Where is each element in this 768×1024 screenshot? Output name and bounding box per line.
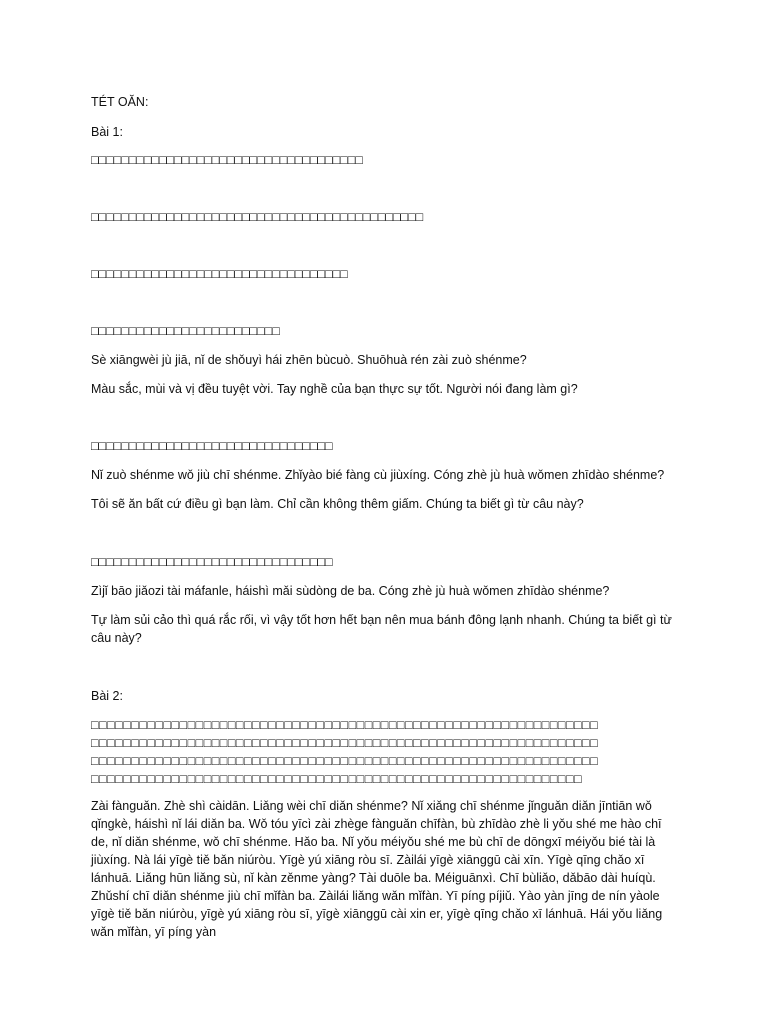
question2-pinyin: Nǐ zuò shénme wǒ jiù chī shénme. Zhǐyào bié fàng cù jiùxíng. Cóng zhè jù huà wǒmen zhīdào shénme? — [91, 468, 665, 482]
lesson1-cjk-line-3: □□□□□□□□□□□□□□□□□□□□□□□□□□□□□□□□□□ — [91, 267, 348, 281]
lesson2-cjk-line: □□□□□□□□□□□□□□□□□□□□□□□□□□□□□□□□□□□□□□□□□□□□□□□□□□□□□□□□□□□□□□□ — [91, 736, 599, 750]
question3-cjk: □□□□□□□□□□□□□□□□□□□□□□□□□□□□□□□□ — [91, 555, 333, 569]
document-heading: TÉT OĂN: — [91, 95, 149, 109]
lesson2-pinyin-paragraph: Zài fànguǎn. Zhè shì càidān. Liǎng wèi chī diǎn shénme? Nǐ xiǎng chī shénme jǐnguǎn diǎn jīntiān wǒ qǐngkè, háishì nǐ lái diǎn ba. Wǒ tóu yīcì zài zhège fànguǎn chīfàn, bù zhīdào zhè li yǒu shé me hào chī de, nǐ diǎn shénme, wǒ chī shénme. Hǎo ba. Nǐ yǒu méiyǒu shé me bù chī de dōngxī méiyǒu bié tài là jiùxíng. Nà lái yīgè tiě bǎn niúròu. Yīgè yú xiāng ròu sī. Zàilái yīgè xiānggū cài xīn. Yīgè qīng chǎo xī lánhuā. Liǎng hūn liǎng sù, nǐ kàn zěnme yàng? Tài duōle ba. Méiguānxì. Chī bùliǎo, dǎbāo dài huíqù. Zhǔshí chī diǎn shénme jiù chī mǐfàn ba. Zàilái liǎng wǎn mǐfàn. Yī píng píjiǔ. Yào yàn jīng de nín yàole yīgè tiě bǎn niúròu, yīgè yú xiāng ròu sī, yīgè xiānggū cài xin er, yīgè qīng chǎo xī lánhuā. Hái yǒu liǎng wǎn mǐfàn, yī píng yàn — [91, 799, 663, 939]
question1-cjk: □□□□□□□□□□□□□□□□□□□□□□□□□ — [91, 324, 280, 338]
question2-cjk: □□□□□□□□□□□□□□□□□□□□□□□□□□□□□□□□ — [91, 439, 333, 453]
question1-pinyin: Sè xiāngwèi jù jiā, nǐ de shǒuyì hái zhēn bùcuò. Shuōhuà rén zài zuò shénme? — [91, 353, 527, 367]
lesson2-cjk-line: □□□□□□□□□□□□□□□□□□□□□□□□□□□□□□□□□□□□□□□□□□□□□□□□□□□□□□□□□□□□□□□ — [91, 718, 599, 732]
lesson1-cjk-line-2: □□□□□□□□□□□□□□□□□□□□□□□□□□□□□□□□□□□□□□□□□□□□ — [91, 210, 424, 224]
lesson2-cjk-block — [91, 716, 681, 788]
question2-vietnamese: Tôi sẽ ăn bất cứ điều gì bạn làm. Chỉ cần không thêm giấm. Chúng ta biết gì từ câu này? — [91, 497, 584, 511]
question3-pinyin: Zìjǐ bāo jiǎozi tài máfanle, háishì mǎi sùdòng de ba. Cóng zhè jù huà wǒmen zhīdào shénme? — [91, 584, 610, 598]
lesson2-cjk-line: □□□□□□□□□□□□□□□□□□□□□□□□□□□□□□□□□□□□□□□□□□□□□□□□□□□□□□□□□□□□□ — [91, 772, 583, 786]
lesson1-label: Bài 1: — [91, 125, 123, 139]
lesson2-cjk-line: □□□□□□□□□□□□□□□□□□□□□□□□□□□□□□□□□□□□□□□□□□□□□□□□□□□□□□□□□□□□□□□ — [91, 754, 599, 768]
lesson1-cjk-line-1: □□□□□□□□□□□□□□□□□□□□□□□□□□□□□□□□□□□□ — [91, 153, 363, 167]
question1-vietnamese: Màu sắc, mùi và vị đều tuyệt vời. Tay nghề của bạn thực sự tốt. Người nói đang làm gì? — [91, 382, 578, 396]
question3-vietnamese: Tự làm sủi cảo thì quá rắc rối, vì vậy tốt hơn hết bạn nên mua bánh đông lạnh nhanh. Chúng ta biết gì từ câu này? — [91, 613, 672, 645]
lesson2-label: Bài 2: — [91, 689, 123, 703]
